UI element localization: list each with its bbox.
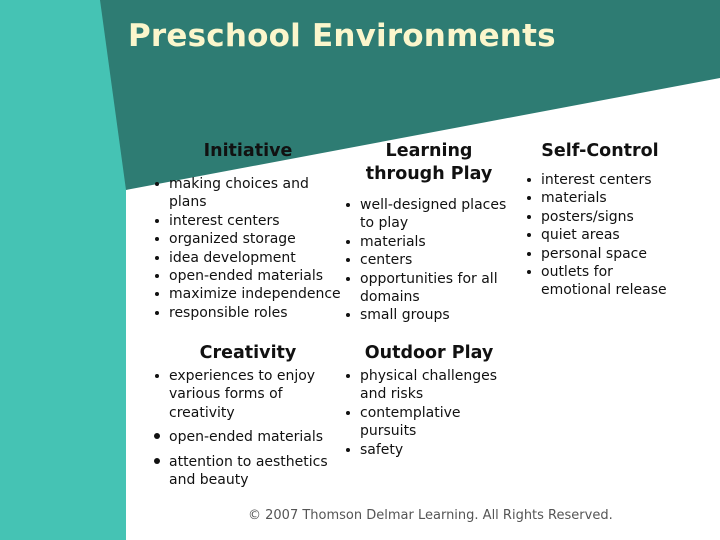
list-item: opportunities for all domains (344, 270, 514, 307)
selfcontrol-list (525, 171, 675, 300)
list-item: experiences to enjoy various forms of creativity (153, 367, 343, 422)
list-item: open-ended materials (153, 428, 343, 446)
list-item: interest centers (525, 171, 675, 189)
selfcontrol-heading: Self-Control (541, 141, 659, 161)
list-item: posters/signs (525, 208, 675, 226)
list-item: making choices and plans (153, 175, 343, 212)
copyright-notice: © 2007 Thomson Delmar Learning. All Rights Reserved. (248, 508, 613, 523)
list-item: physical challenges and risks (344, 367, 514, 404)
list-item: outlets for emotional release (525, 263, 675, 300)
outdoor-list (344, 367, 514, 459)
initiative-heading: Initiative (203, 141, 293, 161)
learning-heading-line2: through Play (365, 164, 493, 184)
list-item: interest centers (153, 212, 343, 230)
initiative-list (153, 175, 343, 322)
outdoor-heading: Outdoor Play (364, 343, 494, 363)
learning-section (344, 140, 514, 325)
creativity-list (153, 367, 343, 489)
learning-heading-line1: Learning (385, 141, 473, 161)
list-item: well-designed places to play (344, 196, 514, 233)
list-item: open-ended materials (153, 267, 343, 285)
slide-title: Preschool Environments (128, 18, 556, 54)
learning-heading (344, 140, 514, 186)
list-item: centers (344, 251, 514, 269)
list-item: maximize independence (153, 285, 343, 303)
list-item: materials (525, 189, 675, 207)
list-item: attention to aesthetics and beauty (153, 453, 343, 490)
list-item: contemplative pursuits (344, 404, 514, 441)
creativity-heading: Creativity (199, 343, 297, 363)
initiative-section (153, 140, 343, 322)
selfcontrol-section (525, 140, 675, 300)
list-item: small groups (344, 306, 514, 324)
list-item: safety (344, 441, 514, 459)
list-item: materials (344, 233, 514, 251)
list-item: responsible roles (153, 304, 343, 322)
list-item: quiet areas (525, 226, 675, 244)
outdoor-section (344, 342, 514, 459)
creativity-section (153, 342, 343, 489)
learning-list (344, 196, 514, 325)
list-item: organized storage (153, 230, 343, 248)
list-item: personal space (525, 245, 675, 263)
list-item: idea development (153, 249, 343, 267)
